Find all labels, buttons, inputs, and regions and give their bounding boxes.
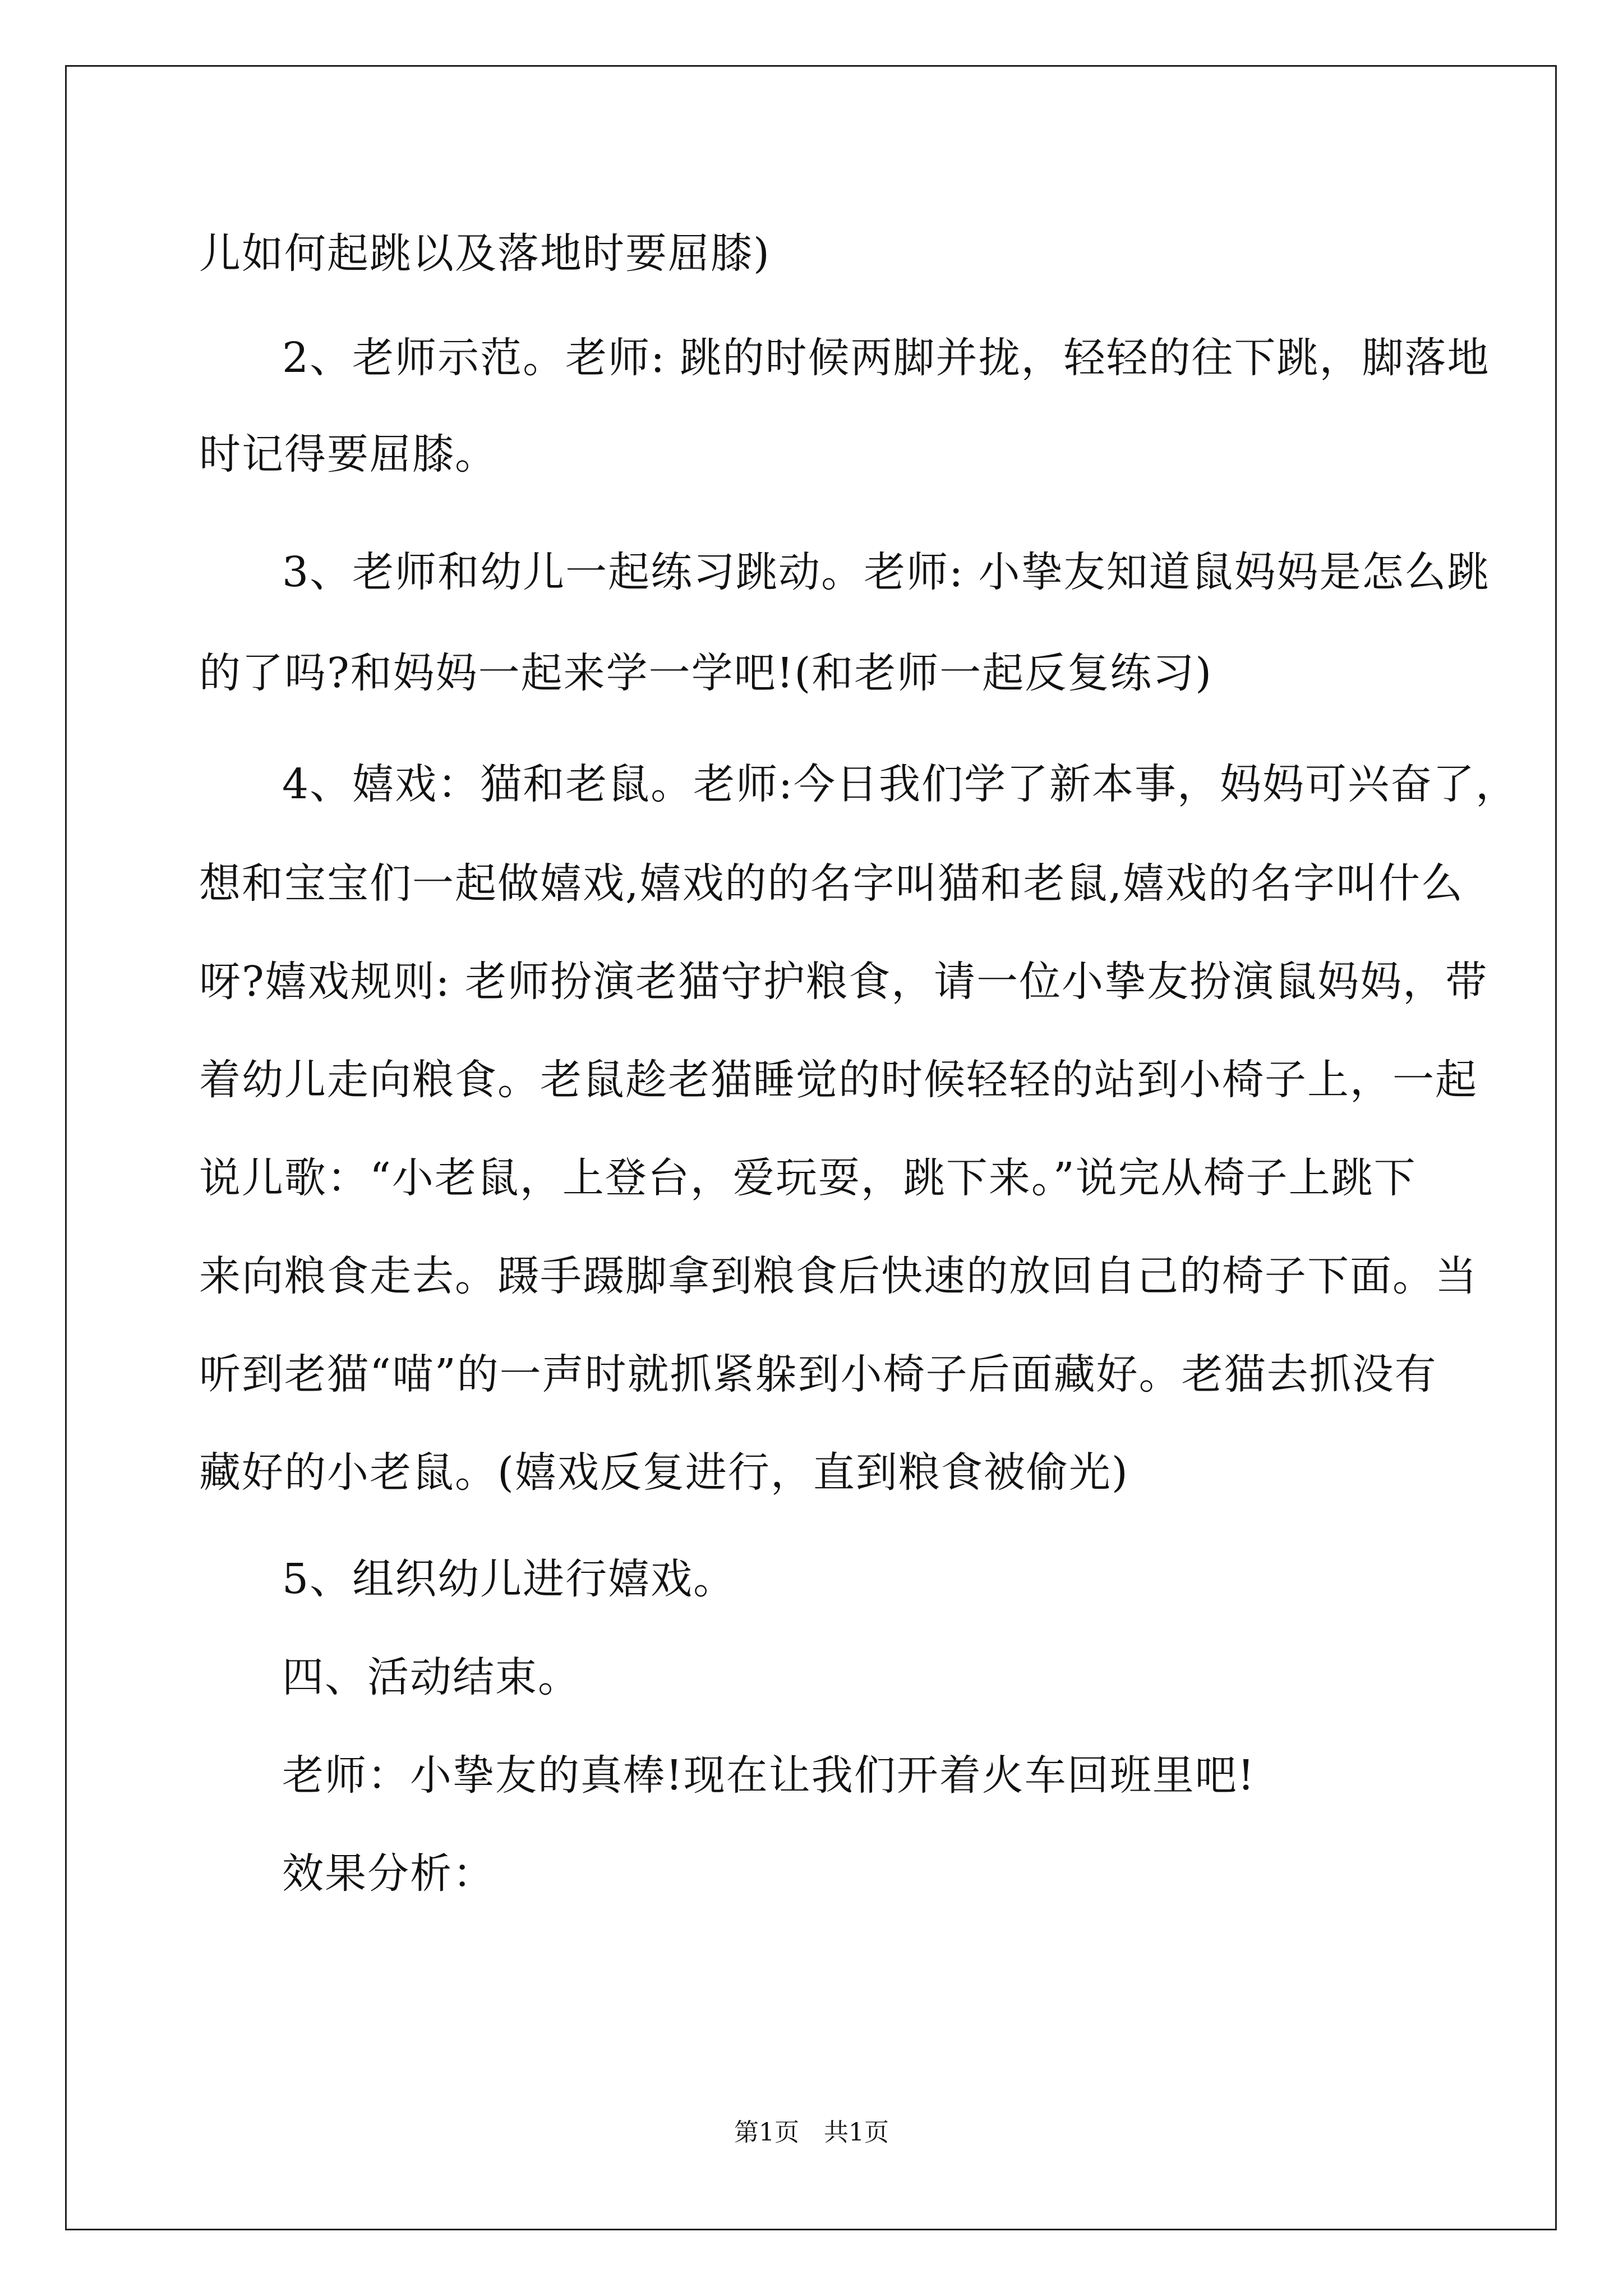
text-line: 呀?嬉戏规则: 老师扮演老猫守护粮食，请一位小挚友扮演鼠妈妈，带 <box>199 958 1488 1006</box>
text-line: 效果分析： <box>282 1849 495 1898</box>
text-line: 着幼儿走向粮食。老鼠趁老猫睡觉的时候轻轻的站到小椅子上，一起 <box>199 1056 1478 1104</box>
text-line: 老师：小挚友的真棒!现在让我们开着火车回班里吧! <box>282 1751 1256 1800</box>
text-line: 听到老猫“喵”的一声时就抓紧躲到小椅子后面藏好。老猫去抓没有 <box>199 1350 1437 1398</box>
text-line: 儿如何起跳以及落地时要屈膝) <box>199 229 771 278</box>
text-line: 想和宝宝们一起做嬉戏,嬉戏的的名字叫猫和老鼠,嬉戏的名字叫什么 <box>199 859 1464 908</box>
text-line: 四、活动结束。 <box>282 1653 580 1701</box>
text-line: 的了吗?和妈妈一起来学一学吧!(和老师一起反复练习) <box>199 649 1213 697</box>
text-line: 时记得要屈膝。 <box>199 430 497 478</box>
text-line: 说儿歌：“小老鼠，上登台，爱玩耍，跳下来。”说完从椅子上跳下 <box>199 1154 1417 1202</box>
text-line: 4、嬉戏：猫和老鼠。老师:今日我们学了新本事，妈妈可兴奋了， <box>282 760 1519 808</box>
text-line: 2、老师示范。老师: 跳的时候两脚并拢，轻轻的往下跳，脚落地 <box>282 334 1490 382</box>
text-line: 5、组织幼儿进行嬉戏。 <box>282 1555 736 1603</box>
text-line: 来向粮食走去。蹑手蹑脚拿到粮食后快速的放回自己的椅子下面。当 <box>199 1252 1478 1300</box>
page-border <box>65 65 1557 2230</box>
text-line: 藏好的小老鼠。(嬉戏反复进行，直到粮食被偷光) <box>199 1448 1129 1497</box>
page-footer: 第1页 共1页 <box>734 2118 889 2147</box>
text-line: 3、老师和幼儿一起练习跳动。老师: 小挚友知道鼠妈妈是怎么跳 <box>282 548 1490 596</box>
